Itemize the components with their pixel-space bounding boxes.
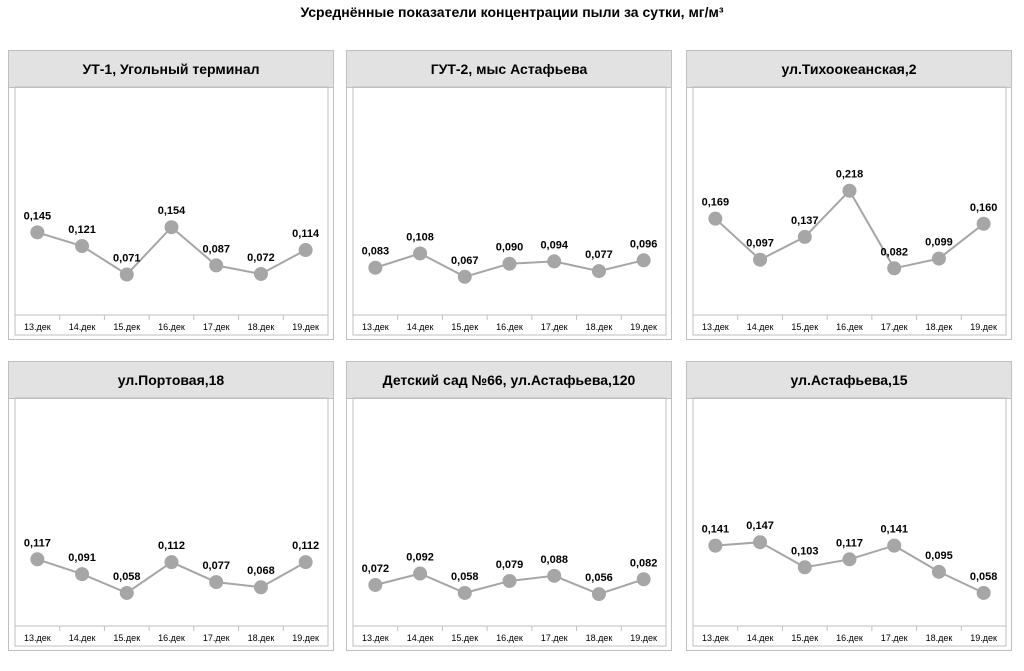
x-tick-label: 19.дек bbox=[292, 322, 320, 332]
data-point bbox=[637, 253, 651, 267]
chart-title: ул.Портовая,18 bbox=[9, 362, 333, 399]
data-label: 0,077 bbox=[585, 249, 613, 262]
x-tick-label: 16.дек bbox=[836, 322, 863, 332]
x-tick-label: 17.дек bbox=[880, 322, 908, 332]
data-label: 0,117 bbox=[23, 537, 51, 550]
x-tick-label: 15.дек bbox=[451, 633, 479, 643]
chart-title: ул.Астафьева,15 bbox=[687, 362, 1011, 399]
data-point bbox=[413, 246, 427, 260]
data-label: 0,103 bbox=[791, 545, 819, 558]
line-chart bbox=[347, 362, 673, 652]
x-tick-label: 17.дек bbox=[540, 633, 568, 643]
x-tick-label: 13.дек bbox=[23, 633, 51, 643]
x-tick-label: 15.дек bbox=[791, 322, 819, 332]
data-label: 0,097 bbox=[746, 237, 774, 250]
data-label: 0,141 bbox=[701, 523, 730, 536]
x-tick-label: 14.дек bbox=[68, 633, 96, 643]
data-label: 0,082 bbox=[629, 557, 658, 570]
data-label: 0,147 bbox=[746, 520, 774, 533]
data-label: 0,079 bbox=[495, 558, 524, 571]
data-label: 0,096 bbox=[629, 238, 658, 251]
data-label: 0,083 bbox=[361, 245, 390, 258]
x-tick-label: 17.дек bbox=[880, 633, 908, 643]
data-point bbox=[209, 575, 223, 589]
x-tick-label: 13.дек bbox=[701, 322, 729, 332]
data-point bbox=[368, 578, 382, 592]
data-label: 0,058 bbox=[113, 570, 141, 583]
data-point bbox=[887, 539, 901, 553]
chart-title: ул.Тихоокеанская,2 bbox=[687, 51, 1011, 88]
x-tick-label: 16.дек bbox=[836, 633, 863, 643]
x-tick-label: 18.дек bbox=[585, 322, 613, 332]
data-point bbox=[299, 555, 313, 569]
data-label: 0,067 bbox=[451, 254, 479, 267]
data-label: 0,090 bbox=[495, 241, 524, 254]
data-point bbox=[932, 565, 946, 579]
data-point bbox=[503, 574, 517, 588]
data-point bbox=[932, 252, 946, 266]
plot-frame bbox=[353, 87, 666, 335]
data-point bbox=[165, 220, 179, 234]
main-title: Усреднённые показатели концентрации пыли за сутки, мг/м³ bbox=[300, 4, 724, 20]
data-point bbox=[708, 212, 722, 226]
data-point bbox=[798, 230, 812, 244]
data-label: 0,145 bbox=[23, 210, 52, 223]
x-tick-label: 15.дек bbox=[451, 322, 479, 332]
data-point bbox=[413, 567, 427, 581]
x-tick-label: 14.дек bbox=[68, 322, 96, 332]
data-point bbox=[209, 258, 223, 272]
data-point bbox=[30, 552, 44, 566]
chart-panel bbox=[8, 50, 334, 340]
data-label: 0,112 bbox=[292, 540, 320, 553]
x-tick-label: 14.дек bbox=[406, 633, 434, 643]
x-tick-label: 13.дек bbox=[23, 322, 51, 332]
data-point bbox=[843, 552, 857, 566]
data-point bbox=[843, 184, 857, 198]
line-chart bbox=[687, 362, 1013, 652]
x-tick-label: 16.дек bbox=[496, 633, 523, 643]
x-tick-label: 18.дек bbox=[925, 633, 953, 643]
line-chart bbox=[9, 362, 335, 652]
data-label: 0,092 bbox=[406, 551, 434, 564]
data-label: 0,114 bbox=[292, 228, 320, 241]
plot-frame bbox=[693, 87, 1006, 335]
data-label: 0,058 bbox=[969, 570, 998, 583]
chart-panel bbox=[346, 361, 672, 651]
data-point bbox=[30, 225, 44, 239]
x-tick-label: 14.дек bbox=[406, 322, 434, 332]
data-point bbox=[254, 580, 268, 594]
data-label: 0,094 bbox=[540, 239, 568, 252]
x-tick-label: 13.дек bbox=[361, 633, 389, 643]
data-label: 0,082 bbox=[880, 246, 908, 259]
data-point bbox=[887, 261, 901, 275]
x-tick-label: 19.дек bbox=[970, 633, 998, 643]
data-point bbox=[75, 239, 89, 253]
data-label: 0,117 bbox=[836, 537, 863, 550]
x-tick-label: 18.дек bbox=[247, 322, 275, 332]
data-label: 0,112 bbox=[158, 540, 185, 553]
x-tick-label: 13.дек bbox=[361, 322, 389, 332]
data-label: 0,091 bbox=[68, 552, 96, 565]
data-point bbox=[547, 569, 561, 583]
data-point bbox=[368, 261, 382, 275]
x-tick-label: 15.дек bbox=[791, 633, 819, 643]
x-tick-label: 15.дек bbox=[113, 322, 141, 332]
data-label: 0,095 bbox=[925, 549, 953, 562]
data-point bbox=[165, 555, 179, 569]
data-point bbox=[977, 217, 991, 231]
data-point bbox=[458, 586, 472, 600]
chart-title: УТ-1, Угольный терминал bbox=[9, 51, 333, 88]
data-point bbox=[708, 539, 722, 553]
data-label: 0,071 bbox=[113, 252, 141, 265]
data-label: 0,072 bbox=[247, 251, 275, 264]
data-label: 0,072 bbox=[361, 562, 390, 575]
x-tick-label: 17.дек bbox=[540, 322, 568, 332]
data-label: 0,099 bbox=[925, 236, 953, 249]
x-tick-label: 14.дек bbox=[746, 322, 774, 332]
data-label: 0,169 bbox=[701, 196, 730, 209]
x-tick-label: 19.дек bbox=[630, 322, 658, 332]
chart-title: Детский сад №66, ул.Астафьева,120 bbox=[347, 362, 671, 399]
data-label: 0,088 bbox=[540, 553, 568, 566]
data-point bbox=[753, 253, 767, 267]
x-tick-label: 19.дек bbox=[970, 322, 998, 332]
chart-panel bbox=[8, 361, 334, 651]
x-tick-label: 13.дек bbox=[701, 633, 729, 643]
data-label: 0,154 bbox=[157, 205, 186, 218]
data-label: 0,087 bbox=[202, 243, 230, 256]
data-point bbox=[120, 586, 134, 600]
plot-frame bbox=[15, 398, 328, 646]
data-point bbox=[75, 567, 89, 581]
data-point bbox=[120, 268, 134, 282]
data-label: 0,068 bbox=[247, 565, 275, 578]
x-tick-label: 16.дек bbox=[496, 322, 523, 332]
data-point bbox=[254, 267, 268, 281]
plot-frame bbox=[353, 398, 666, 646]
chart-title: ГУТ-2, мыс Астафьева bbox=[347, 51, 671, 88]
x-tick-label: 19.дек bbox=[292, 633, 320, 643]
chart-panel bbox=[686, 361, 1012, 651]
line-chart bbox=[9, 51, 335, 341]
x-tick-label: 16.дек bbox=[158, 633, 185, 643]
data-label: 0,108 bbox=[406, 231, 434, 244]
line-chart bbox=[687, 51, 1013, 341]
chart-panel bbox=[686, 50, 1012, 340]
x-tick-label: 14.дек bbox=[746, 633, 774, 643]
data-point bbox=[547, 254, 561, 268]
data-point bbox=[798, 560, 812, 574]
data-point bbox=[299, 243, 313, 257]
data-label: 0,077 bbox=[202, 560, 230, 573]
data-label: 0,160 bbox=[969, 201, 998, 214]
line-chart bbox=[347, 51, 673, 341]
x-tick-label: 17.дек bbox=[202, 633, 230, 643]
x-tick-label: 16.дек bbox=[158, 322, 185, 332]
data-label: 0,056 bbox=[585, 572, 613, 585]
x-tick-label: 17.дек bbox=[202, 322, 230, 332]
data-label: 0,058 bbox=[451, 570, 479, 583]
data-point bbox=[503, 257, 517, 271]
plot-frame bbox=[693, 398, 1006, 646]
data-label: 0,121 bbox=[68, 224, 96, 237]
x-tick-label: 18.дек bbox=[585, 633, 613, 643]
x-tick-label: 18.дек bbox=[247, 633, 275, 643]
data-point bbox=[637, 572, 651, 586]
data-point bbox=[753, 535, 767, 549]
x-tick-label: 15.дек bbox=[113, 633, 141, 643]
data-point bbox=[977, 586, 991, 600]
data-label: 0,218 bbox=[835, 168, 864, 181]
data-point bbox=[592, 587, 606, 601]
x-tick-label: 19.дек bbox=[630, 633, 658, 643]
data-point bbox=[458, 270, 472, 284]
chart-panel bbox=[346, 50, 672, 340]
x-tick-label: 18.дек bbox=[925, 322, 953, 332]
data-label: 0,141 bbox=[880, 523, 908, 536]
data-label: 0,137 bbox=[791, 214, 819, 227]
data-point bbox=[592, 264, 606, 278]
